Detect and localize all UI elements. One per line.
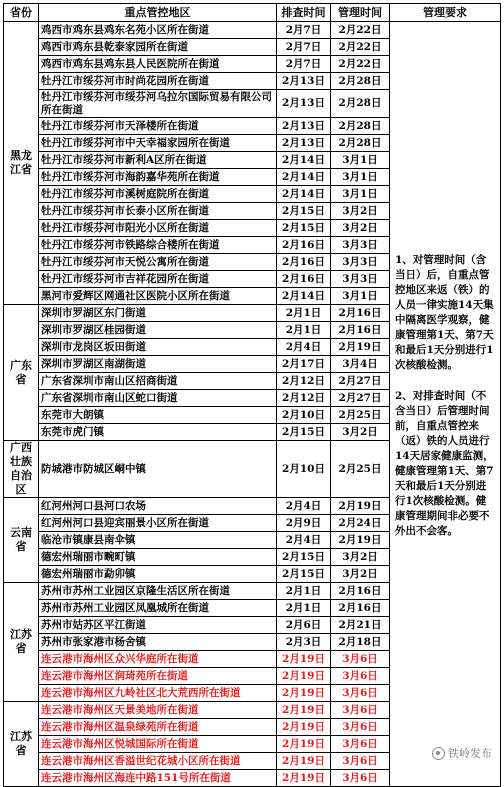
screening-time-cell: 2月13日 [277, 118, 331, 135]
province-cell: 黑龙江省 [4, 22, 39, 305]
location-cell: 牡丹江市绥芬河市吉祥花园所在街道 [39, 271, 277, 288]
screening-time-cell: 2月13日 [277, 73, 331, 90]
screening-time-cell: 2月1日 [277, 305, 331, 322]
screening-time-cell: 2月9日 [277, 515, 331, 532]
management-time-cell: 3月2日 [331, 220, 390, 237]
location-cell: 深圳市罗湖区桂园街道 [39, 322, 277, 339]
management-time-cell: 3月4日 [331, 356, 390, 373]
screening-time-cell: 2月19日 [277, 685, 331, 702]
location-cell: 深圳市罗湖区东门街道 [39, 305, 277, 322]
province-cell: 广东省 [4, 305, 39, 441]
screening-time-cell: 2月12日 [277, 373, 331, 390]
header-location: 重点管控地区 [39, 4, 277, 22]
watermark [432, 745, 492, 761]
header-province: 省份 [4, 4, 39, 22]
screening-time-cell: 2月19日 [277, 770, 331, 787]
management-time-cell: 2月25日 [331, 441, 390, 498]
management-time-cell: 3月2日 [331, 424, 390, 441]
management-time-cell: 3月6日 [331, 753, 390, 770]
screening-time-cell: 2月1日 [277, 600, 331, 617]
location-cell: 牡丹江市绥芬河市新利A区所在街道 [39, 152, 277, 169]
requirements-cell [390, 22, 501, 787]
screening-time-cell: 2月14日 [277, 169, 331, 186]
management-time-cell: 3月3日 [331, 254, 390, 271]
management-time-cell: 2月19日 [331, 498, 390, 515]
management-time-cell: 2月24日 [331, 515, 390, 532]
screening-time-cell: 2月16日 [277, 237, 331, 254]
screening-time-cell: 2月7日 [277, 39, 331, 56]
location-cell: 牡丹江市绥芬河市溪树庭院所在街道 [39, 186, 277, 203]
screening-time-cell: 2月15日 [277, 220, 331, 237]
location-cell: 苏州市姑苏区平江街道 [39, 617, 277, 634]
location-cell: 连云港市海州区海连中路151号所在街道 [39, 770, 277, 787]
screening-time-cell: 2月17日 [277, 356, 331, 373]
location-cell: 深圳市龙岗区坂田街道 [39, 339, 277, 356]
management-time-cell: 3月6日 [331, 719, 390, 736]
management-time-cell: 3月6日 [331, 770, 390, 787]
management-time-cell: 3月1日 [331, 186, 390, 203]
management-time-cell: 3月1日 [331, 169, 390, 186]
location-cell: 牡丹江市绥芬河市长泰小区所在街道 [39, 203, 277, 220]
location-cell: 牡丹江市绥芬河市绥芬河乌拉尔国际贸易有限公司所在街道 [39, 90, 277, 118]
header-requirements: 管理要求 [390, 4, 501, 22]
screening-time-cell: 2月15日 [277, 424, 331, 441]
management-time-cell: 2月27日 [331, 390, 390, 407]
screening-time-cell: 2月7日 [277, 22, 331, 39]
location-cell: 牡丹江市绥芬河市天悦公寓所在街道 [39, 254, 277, 271]
management-time-cell: 3月1日 [331, 152, 390, 169]
management-time-cell: 2月18日 [331, 634, 390, 651]
location-cell: 牡丹江市绥芬河市天泽楼所在街道 [39, 118, 277, 135]
management-time-cell: 2月25日 [331, 407, 390, 424]
control-areas-table [3, 3, 501, 787]
requirement-item: 2、对排查时间（不含当日）后管理时间前，自重点管控来（返）铁的人员进行14天居家健康监测，健康管理第1天、第7天和最后1天分别进行1次核酸检测。健康管理期间非必要不外出不会客。 [395, 390, 494, 537]
location-cell: 连云港市海州区悦城国际所在街道 [39, 736, 277, 753]
province-cell: 广西壮族自治区 [4, 441, 39, 498]
screening-time-cell: 2月10日 [277, 407, 331, 424]
location-cell: 连云港市海州区香溢世纪花城小区所在街道 [39, 753, 277, 770]
screening-time-cell: 2月14日 [277, 152, 331, 169]
header-row [4, 4, 501, 22]
location-cell: 深圳市罗湖区南湖街道 [39, 356, 277, 373]
screening-time-cell: 2月14日 [277, 186, 331, 203]
management-time-cell: 2月22日 [331, 22, 390, 39]
location-cell: 红河州河口县河口农场 [39, 498, 277, 515]
management-time-cell: 3月6日 [331, 651, 390, 668]
management-time-cell: 2月16日 [331, 322, 390, 339]
screening-time-cell: 2月19日 [277, 719, 331, 736]
location-cell: 连云港市海州区众兴华庭所在街道 [39, 651, 277, 668]
management-time-cell: 3月6日 [331, 736, 390, 753]
location-cell: 黑河市爱辉区网通社区医院小区所在街道 [39, 288, 277, 305]
screening-time-cell: 2月15日 [277, 203, 331, 220]
management-time-cell: 2月16日 [331, 583, 390, 600]
header-screening-time: 排查时间 [277, 4, 331, 22]
location-cell: 牡丹江市绥芬河市阳光小区所在街道 [39, 220, 277, 237]
screening-time-cell: 2月4日 [277, 498, 331, 515]
screening-time-cell: 2月15日 [277, 549, 331, 566]
management-time-cell: 2月28日 [331, 73, 390, 90]
screening-time-cell: 2月19日 [277, 651, 331, 668]
location-cell: 鸡西市鸡东县乾泰家园所在街道 [39, 39, 277, 56]
location-cell: 鸡西市鸡东县鸡东县人民医院所在街道 [39, 56, 277, 73]
management-time-cell: 3月2日 [331, 203, 390, 220]
province-cell: 江苏省 [4, 702, 39, 787]
header-management-time: 管理时间 [331, 4, 390, 22]
location-cell: 牡丹江市绥芬河市时尚花园所在街道 [39, 73, 277, 90]
province-cell: 云南省 [4, 498, 39, 583]
screening-time-cell: 2月1日 [277, 322, 331, 339]
screening-time-cell: 2月14日 [277, 288, 331, 305]
location-cell: 连云港市海州区九岭社区北大荒西所在街道 [39, 685, 277, 702]
management-time-cell: 3月6日 [331, 668, 390, 685]
management-time-cell: 2月19日 [331, 532, 390, 549]
management-time-cell: 2月19日 [331, 339, 390, 356]
screening-time-cell: 2月6日 [277, 617, 331, 634]
province-cell: 江苏省 [4, 583, 39, 702]
management-time-cell: 2月21日 [331, 617, 390, 634]
screening-time-cell: 2月15日 [277, 566, 331, 583]
screening-time-cell: 2月19日 [277, 702, 331, 719]
location-cell: 连云港市海州区温泉绿苑所在街道 [39, 719, 277, 736]
location-cell: 苏州市苏州工业园区京隆生活区所在街道 [39, 583, 277, 600]
screening-time-cell: 2月19日 [277, 736, 331, 753]
table-body [4, 22, 501, 787]
screening-time-cell: 2月7日 [277, 56, 331, 73]
location-cell: 苏州市苏州工业园区凤凰城所在街道 [39, 600, 277, 617]
location-cell: 连云港市海州区天景美地所在街道 [39, 702, 277, 719]
location-cell: 牡丹江市绥芬河市铁路综合楼所在街道 [39, 237, 277, 254]
management-time-cell: 2月28日 [331, 118, 390, 135]
requirement-item: 1、对管理时间（含当日）后，自重点管控地区来返（铁）的人员一律实施14天集中隔离医学观察，健康管理第1天、第7天和最后1天分别进行1次核酸检测。 [395, 254, 494, 371]
location-cell: 牡丹江市绥芬河市中天幸福家园所在街道 [39, 135, 277, 152]
watermark-logo-icon [432, 747, 445, 760]
location-cell: 连云港市海州区润琦苑所在街道 [39, 668, 277, 685]
management-time-cell: 3月6日 [331, 685, 390, 702]
screening-time-cell: 2月3日 [277, 634, 331, 651]
screening-time-cell: 2月10日 [277, 441, 331, 498]
screening-time-cell: 2月19日 [277, 753, 331, 770]
location-cell: 东莞市虎门镇 [39, 424, 277, 441]
screening-time-cell: 2月13日 [277, 90, 331, 118]
management-time-cell: 2月22日 [331, 39, 390, 56]
screening-time-cell: 2月13日 [277, 135, 331, 152]
management-time-cell: 3月1日 [331, 288, 390, 305]
management-time-cell: 2月27日 [331, 373, 390, 390]
management-time-cell: 2月28日 [331, 135, 390, 152]
location-cell: 红河州河口县迎宾丽景小区所在街道 [39, 515, 277, 532]
management-time-cell: 2月16日 [331, 305, 390, 322]
location-cell: 牡丹江市绥芬河市海韵嘉华苑所在街道 [39, 169, 277, 186]
screening-time-cell: 2月19日 [277, 668, 331, 685]
management-time-cell: 2月28日 [331, 90, 390, 118]
management-time-cell: 3月6日 [331, 702, 390, 719]
location-cell: 德宏州瑞丽市畹町镇 [39, 549, 277, 566]
screening-time-cell: 2月4日 [277, 339, 331, 356]
management-time-cell: 3月2日 [331, 549, 390, 566]
watermark-text: 铁岭发布 [448, 747, 492, 760]
management-time-cell: 2月22日 [331, 56, 390, 73]
management-time-cell: 3月3日 [331, 237, 390, 254]
location-cell: 防城港市防城区峒中镇 [39, 441, 277, 498]
location-cell: 广东省深圳市南山区招商街道 [39, 373, 277, 390]
screening-time-cell: 2月16日 [277, 271, 331, 288]
table-row [4, 22, 501, 39]
screening-time-cell: 2月16日 [277, 254, 331, 271]
location-cell: 德宏州瑞丽市勐卯镇 [39, 566, 277, 583]
screening-time-cell: 2月1日 [277, 583, 331, 600]
screening-time-cell: 2月12日 [277, 390, 331, 407]
location-cell: 苏州市张家港市杨舍镇 [39, 634, 277, 651]
management-time-cell: 3月2日 [331, 566, 390, 583]
management-time-cell: 3月3日 [331, 271, 390, 288]
location-cell: 临沧市镇康县南伞镇 [39, 532, 277, 549]
location-cell: 东莞市大朗镇 [39, 407, 277, 424]
location-cell: 广东省深圳市南山区蛇口街道 [39, 390, 277, 407]
screening-time-cell: 2月4日 [277, 532, 331, 549]
management-time-cell: 2月16日 [331, 600, 390, 617]
location-cell: 鸡西市鸡东县鸡东名苑小区所在街道 [39, 22, 277, 39]
